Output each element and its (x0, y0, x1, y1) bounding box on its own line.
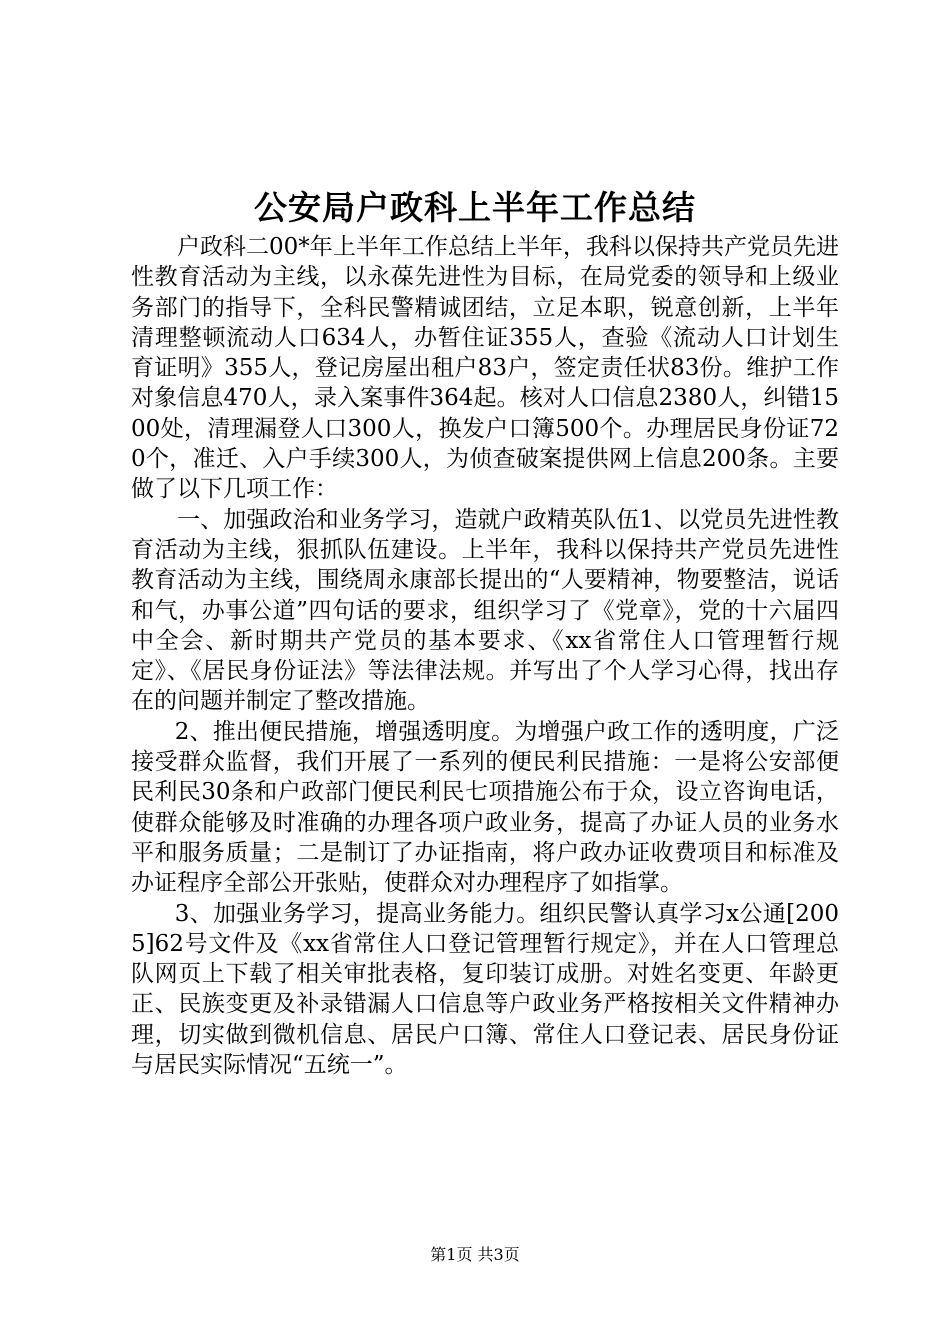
document-body (131, 232, 839, 1080)
paragraph-section-3: 3、加强业务学习，提高业务能力。组织民警认真学习x公通[2005]62号文件及《xx省常住人口登记管理暂行规定》，并在人口管理总队网页上下载了相关审批表格，复印装订成册。对姓名变更、年龄更正、民族变更及补录错漏人口信息等户政业务严格按相关文件精神办理，切实做到微机信息、居民户口簿、常住人口登记表、居民身份证与居民实际情况“五统一”。 (131, 900, 839, 1079)
page-number-footer: 第1页 共3页 (430, 1245, 520, 1264)
paragraph-section-1: 一、加强政治和业务学习，造就户政精英队伍1、以党员先进性教育活动为主线，狠抓队伍建设。上半年，我科以保持共产党员先进性教育活动为主线，围绕周永康部长提出的“人要精神，物要整洁，说话和气，办事公道”四句话的要求，组织学习了《党章》，党的十六届四中全会、新时期共产党员的基本要求、《xx省常住人口管理暂行规定》、《居民身份证法》等法律法规。并写出了个人学习心得，找出存在的问题并制定了整改措施。 (131, 506, 839, 715)
paragraph-section-2: 2、推出便民措施，增强透明度。为增强户政工作的透明度，广泛接受群众监督，我们开展了一系列的便民利民措施：一是将公安部便民利民30条和户政部门便民利民七项措施公布于众，设立咨询电话，使群众能够及时准确的办理各项户政业务，提高了办证人员的业务水平和服务质量；二是制订了办证指南，将户政办证收费项目和标准及办证程序全部公开张贴，使群众对办理程序了如指掌。 (131, 718, 839, 897)
document-title: 公安局户政科上半年工作总结 (254, 188, 696, 227)
paragraph-summary: 户政科二00*年上半年工作总结上半年，我科以保持共产党员先进性教育活动为主线，以永葆先进性为目标，在局党委的领导和上级业务部门的指导下，全科民警精诚团结，立足本职，锐意创新，上半年清理整顿流动人口634人，办暂住证355人，查验《流动人口计划生育证明》355人，登记房屋出租户83户，签定责任状83份。维护工作对象信息470人，录入案事件364起。核对人口信息2380人，纠错1500处，清理漏登人口300人，换发户口簿500个。办理居民身份证720个，准迁、入户手续300人，为侦查破案提供网上信息200条。主要做了以下几项工作： (131, 234, 839, 503)
